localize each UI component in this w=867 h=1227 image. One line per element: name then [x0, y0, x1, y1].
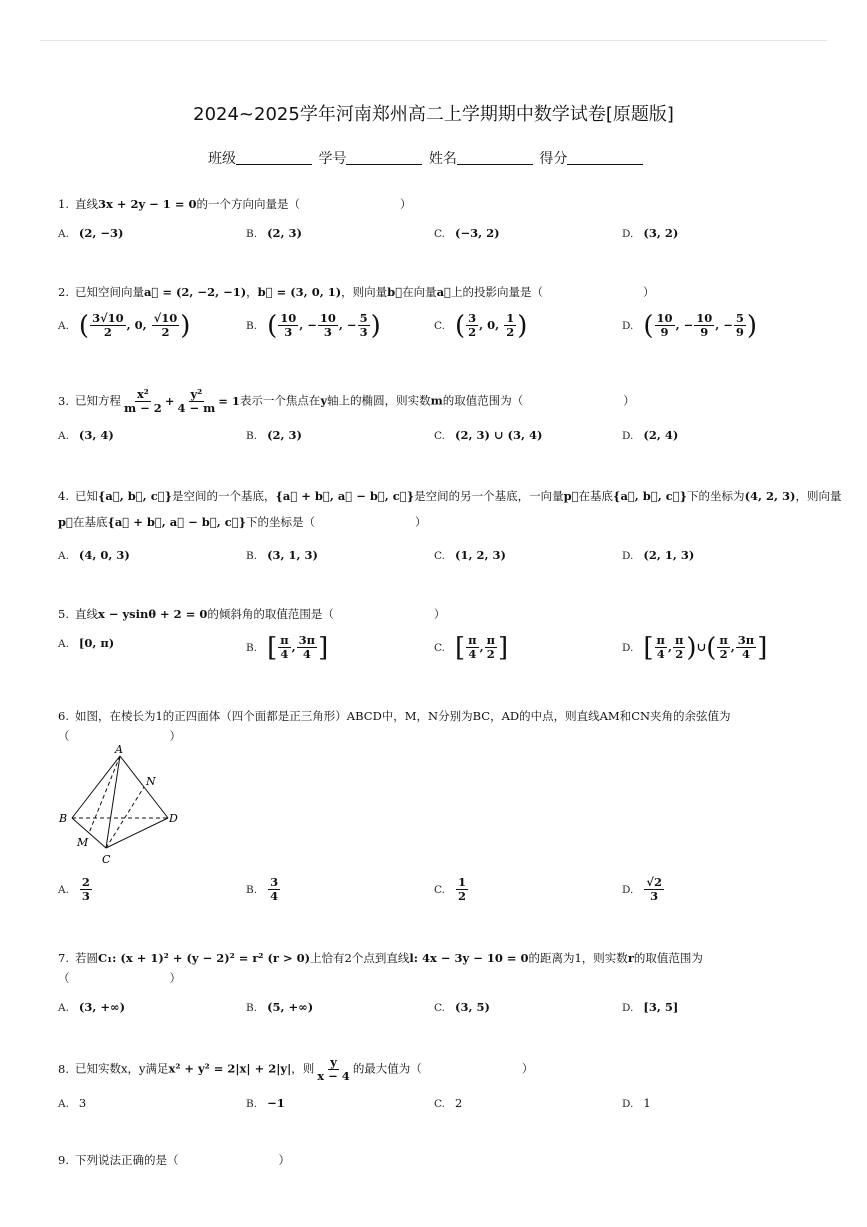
edge-ac — [106, 756, 120, 848]
question-3-stem: 3. 已知方程 $\frac{\text{x²}}{m - 2}$ + $\frac{\text{y²}}{4 - m}$ = 1表示一个焦点在y轴上的椭圆，则实数m的取值范围为（ ） — [58, 387, 635, 415]
question-3-option-a[interactable]: A. (3, 4) — [58, 428, 114, 442]
question-7-option-d[interactable]: D. [3, 5] — [622, 1000, 679, 1014]
vertex-label-d: D — [169, 812, 178, 825]
tetrahedron-figure — [56, 742, 186, 868]
question-5-option-a[interactable]: A. [0, π) — [58, 636, 115, 650]
question-9-stem: 9. 下列说法正确的是（ ） — [58, 1153, 290, 1167]
exam-title: 2024~2025学年河南郑州高二上学期期中数学试卷[原题版] — [193, 104, 674, 125]
question-6-stem-line-2: （ ） — [58, 729, 181, 743]
question-5-option-b[interactable]: B. [ $\frac{\pi}{4}$ , $\frac{3\pi}{4}$ ] — [246, 632, 329, 663]
question-5-option-d[interactable]: D. [ $\frac{\pi}{4}$ , $\frac{\pi}{2}$ )∪( $\frac{\pi}{2}$ , $\frac{3\pi}{4}$ ] — [622, 632, 768, 663]
point-label-n: N — [146, 775, 156, 788]
question-3-option-d[interactable]: D. (2, 4) — [622, 428, 679, 442]
class-label: 班级 — [208, 151, 236, 167]
point-label-m: M — [77, 836, 89, 849]
question-1-option-c[interactable]: C. (−3, 2) — [434, 226, 500, 240]
student-id-blank[interactable] — [346, 150, 422, 165]
question-4-stem-line-2: p⃗在基底{a⃗ + b⃗, a⃗ − b⃗, c⃗}下的坐标是（ ） — [58, 515, 427, 529]
vertex-label-b: B — [59, 812, 68, 825]
student-id-label: 学号 — [318, 151, 347, 167]
question-7-option-b[interactable]: B. (5, +∞) — [246, 1000, 314, 1014]
question-1-option-d[interactable]: D. (3, 2) — [622, 226, 679, 240]
top-rule — [40, 40, 827, 41]
question-7-option-c[interactable]: C. (3, 5) — [434, 1000, 490, 1014]
question-7-stem-line-2: （ ） — [58, 971, 181, 985]
score-blank[interactable] — [567, 150, 643, 165]
vertex-label-c: C — [102, 853, 111, 866]
question-4-option-a[interactable]: A. (4, 0, 3) — [58, 548, 130, 562]
question-1-option-a[interactable]: A. (2, −3) — [58, 226, 124, 240]
question-2-option-a[interactable]: A. ( $\frac{3√10}{2}$ , 0, $\frac{√10}{2}$ ) — [58, 310, 191, 341]
question-6-option-b[interactable]: B. $\frac{3}{4}$ — [246, 875, 279, 903]
name-blank[interactable] — [457, 150, 533, 165]
question-4-option-d[interactable]: D. (2, 1, 3) — [622, 548, 695, 562]
name-label: 姓名 — [428, 151, 457, 167]
edge-ab — [72, 756, 120, 818]
question-1-stem: 1. 直线3x + 2y − 1 = 0的一个方向向量是（ ） — [58, 197, 412, 211]
question-6-option-a[interactable]: A. $\frac{2}{3}$ — [58, 875, 90, 903]
question-7-stem-line-1: 7. 若圆C₁: (x + 1)² + (y − 2)² = r² (r > 0)上恰有2个点到直线l: 4x − 3y − 10 = 0的距离为1，则实数r的取值范围为 — [58, 951, 703, 965]
question-7-option-a[interactable]: A. (3, +∞) — [58, 1000, 126, 1014]
question-4-stem-line-1: 4. 已知{a⃗, b⃗, c⃗}是空间的一个基底，{a⃗ + b⃗, a⃗ − b⃗, c⃗}是空间的另一个基底，一向量p⃗在基底{a⃗, b⃗, c⃗}下的坐标为(4, 2, 3)，则向量 — [58, 489, 842, 503]
question-4-option-b[interactable]: B. (3, 1, 3) — [246, 548, 318, 562]
question-2-stem: 2. 已知空间向量a⃗ = (2, −2, −1)，b⃗ = (3, 0, 1)，则向量b⃗在向量a⃗上的投影向量是（ ） — [58, 285, 655, 299]
question-5-stem: 5. 直线x − ysinθ + 2 = 0的倾斜角的取值范围是（ ） — [58, 607, 446, 621]
question-8-option-b[interactable]: B. −1 — [246, 1096, 285, 1110]
question-8-option-c[interactable]: C. 2 — [434, 1096, 463, 1110]
score-label: 得分 — [539, 151, 568, 167]
question-2-option-d[interactable]: D. ( $\frac{10}{9}$ , − $\frac{10}{9}$ , − $\frac{5}{9}$ ) — [622, 310, 758, 341]
question-8-stem: 8. 已知实数x，y满足x² + y² = 2|x| + 2|y|，则 $\frac{y}{x - 4}$ 的最大值为（ ） — [58, 1055, 534, 1083]
question-8-option-d[interactable]: D. 1 — [622, 1096, 651, 1110]
question-4-option-c[interactable]: C. (1, 2, 3) — [434, 548, 506, 562]
question-3-option-c[interactable]: C. (2, 3) ∪ (3, 4) — [434, 428, 543, 442]
question-3-option-b[interactable]: B. (2, 3) — [246, 428, 302, 442]
question-8-option-a[interactable]: A. 3 — [58, 1096, 87, 1110]
question-2-option-c[interactable]: C. ( $\frac{3}{2}$ , 0, $\frac{1}{2}$ ) — [434, 310, 528, 341]
question-1-option-b[interactable]: B. (2, 3) — [246, 226, 302, 240]
question-6-option-c[interactable]: C. $\frac{1}{2}$ — [434, 875, 467, 903]
question-5-option-c[interactable]: C. [ $\frac{\pi}{4}$ , $\frac{\pi}{2}$ ] — [434, 632, 509, 663]
class-blank[interactable] — [236, 150, 312, 165]
vertex-label-a: A — [115, 743, 123, 756]
question-2-option-b[interactable]: B. ( $\frac{10}{3}$ , − $\frac{10}{3}$ , − $\frac{5}{3}$ ) — [246, 310, 381, 341]
student-info-line — [208, 148, 645, 168]
segment-am — [89, 756, 120, 833]
question-6-stem-line-1: 6. 如图，在棱长为1的正四面体（四个面都是正三角形）ABCD中，M，N分别为BC，AD的中点，则直线AM和CN夹角的余弦值为 — [58, 709, 731, 723]
question-6-option-d[interactable]: D. $\frac{√2}{3}$ — [622, 875, 662, 903]
